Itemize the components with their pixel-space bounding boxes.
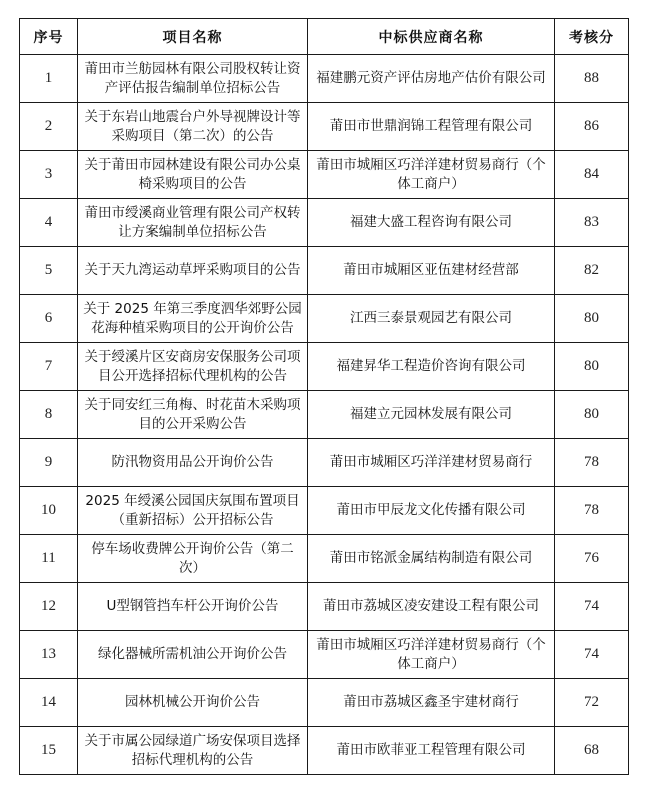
score-cell: 80: [555, 295, 629, 343]
project-name-cell: 2025 年绶溪公园国庆氛围布置项目（重新招标）公开招标公告: [78, 487, 308, 535]
score-cell: 78: [555, 439, 629, 487]
supplier-name-cell: 莆田市荔城区鑫圣宇建材商行: [308, 679, 555, 727]
header-score: 考核分: [555, 19, 629, 55]
table-row: [20, 679, 629, 727]
table-row: [20, 439, 629, 487]
project-name-cell: 关于绶溪片区安商房安保服务公司项目公开选择招标代理机构的公告: [78, 343, 308, 391]
row-index: 4: [20, 199, 78, 247]
supplier-name-cell: 莆田市城厢区巧洋洋建材贸易商行: [308, 439, 555, 487]
table-row: [20, 391, 629, 439]
header-project-name: 项目名称: [78, 19, 308, 55]
table-row: [20, 631, 629, 679]
score-cell: 68: [555, 727, 629, 775]
row-index: 6: [20, 295, 78, 343]
supplier-name-cell: 福建大盛工程咨询有限公司: [308, 199, 555, 247]
table-row: [20, 247, 629, 295]
table-row: [20, 199, 629, 247]
project-name-cell: 关于莆田市园林建设有限公司办公桌椅采购项目的公告: [78, 151, 308, 199]
supplier-name-cell: 莆田市铭派金属结构制造有限公司: [308, 535, 555, 583]
project-name-cell: 防汛物资用品公开询价公告: [78, 439, 308, 487]
project-name-cell: 关于同安红三角梅、时花苗木采购项目的公开采购公告: [78, 391, 308, 439]
score-cell: 74: [555, 631, 629, 679]
supplier-name-cell: 莆田市城厢区巧洋洋建材贸易商行（个体工商户）: [308, 631, 555, 679]
row-index: 13: [20, 631, 78, 679]
score-cell: 88: [555, 55, 629, 103]
supplier-name-cell: 莆田市荔城区凌安建设工程有限公司: [308, 583, 555, 631]
score-cell: 80: [555, 343, 629, 391]
score-cell: 82: [555, 247, 629, 295]
project-name-cell: 园林机械公开询价公告: [78, 679, 308, 727]
score-cell: 72: [555, 679, 629, 727]
table-row: [20, 151, 629, 199]
row-index: 8: [20, 391, 78, 439]
row-index: 9: [20, 439, 78, 487]
supplier-name-cell: 莆田市欧菲亚工程管理有限公司: [308, 727, 555, 775]
header-index: 序号: [20, 19, 78, 55]
table-row: [20, 343, 629, 391]
supplier-name-cell: 莆田市世鼎润锦工程管理有限公司: [308, 103, 555, 151]
row-index: 2: [20, 103, 78, 151]
project-name-cell: 莆田市兰舫园林有限公司股权转让资产评估报告编制单位招标公告: [78, 55, 308, 103]
project-name-cell: 停车场收费牌公开询价公告（第二次）: [78, 535, 308, 583]
score-cell: 84: [555, 151, 629, 199]
project-name-cell: 关于东岩山地震台户外导视牌设计等采购项目（第二次）的公告: [78, 103, 308, 151]
table-body: [20, 55, 629, 775]
row-index: 10: [20, 487, 78, 535]
table-row: [20, 727, 629, 775]
table-header-row: [20, 19, 629, 55]
supplier-name-cell: 福建立元园林发展有限公司: [308, 391, 555, 439]
supplier-name-cell: 福建鹏元资产评估房地产估价有限公司: [308, 55, 555, 103]
row-index: 15: [20, 727, 78, 775]
table-row: [20, 583, 629, 631]
row-index: 7: [20, 343, 78, 391]
score-cell: 83: [555, 199, 629, 247]
supplier-name-cell: 莆田市城厢区巧洋洋建材贸易商行（个体工商户）: [308, 151, 555, 199]
project-name-cell: 关于天九湾运动草坪采购项目的公告: [78, 247, 308, 295]
header-supplier-name: 中标供应商名称: [308, 19, 555, 55]
row-index: 14: [20, 679, 78, 727]
supplier-name-cell: 莆田市甲辰龙文化传播有限公司: [308, 487, 555, 535]
score-cell: 86: [555, 103, 629, 151]
supplier-name-cell: 莆田市城厢区亚伍建材经营部: [308, 247, 555, 295]
score-cell: 76: [555, 535, 629, 583]
project-name-cell: U型钢管挡车杆公开询价公告: [78, 583, 308, 631]
table-row: [20, 103, 629, 151]
table-row: [20, 55, 629, 103]
row-index: 1: [20, 55, 78, 103]
supplier-name-cell: 福建昇华工程造价咨询有限公司: [308, 343, 555, 391]
row-index: 12: [20, 583, 78, 631]
score-cell: 80: [555, 391, 629, 439]
table-row: [20, 295, 629, 343]
score-cell: 74: [555, 583, 629, 631]
project-name-cell: 关于市属公园绿道广场安保项目选择招标代理机构的公告: [78, 727, 308, 775]
table-row: [20, 487, 629, 535]
supplier-name-cell: 江西三泰景观园艺有限公司: [308, 295, 555, 343]
table-row: [20, 535, 629, 583]
row-index: 11: [20, 535, 78, 583]
supplier-score-table: [19, 18, 629, 775]
score-cell: 78: [555, 487, 629, 535]
project-name-cell: 绿化器械所需机油公开询价公告: [78, 631, 308, 679]
row-index: 3: [20, 151, 78, 199]
project-name-cell: 莆田市绶溪商业管理有限公司产权转让方案编制单位招标公告: [78, 199, 308, 247]
project-name-cell: 关于 2025 年第三季度泗华郊野公园花海种植采购项目的公开询价公告: [78, 295, 308, 343]
row-index: 5: [20, 247, 78, 295]
